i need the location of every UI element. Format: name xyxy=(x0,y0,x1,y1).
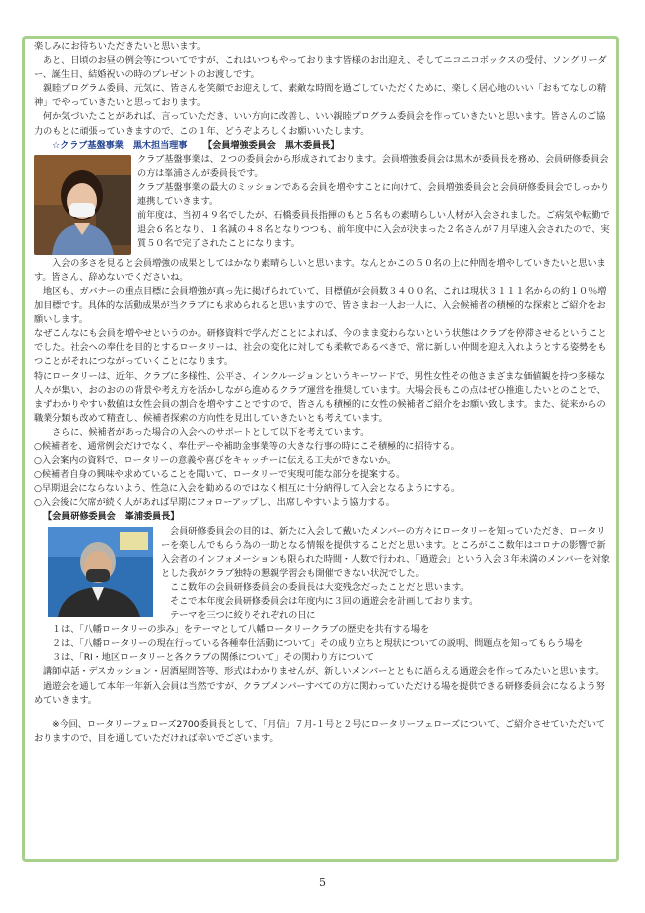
committee-title: 【会員増強委員会 黒木委員長】 xyxy=(203,139,340,151)
person-photo-minoura xyxy=(48,527,153,617)
bullet-item: ○候補者を、通常例会だけでなく、奉仕デーや補助金事業等の大きな行事の時にこそ積極的に招待する。 xyxy=(34,440,460,452)
person-photo-kuroki xyxy=(34,155,131,255)
paragraph: 特にロータリーは、近年、クラブに多様性、公平さ、インクルージョンというキーワードで、男性女性その他さまざまな価値観を持つ多様な人々が集い、おのおのの背景や考え方を活かしながら進めるクラブ運営を推奨しています。大場会長もこの点はぜひ推進したいとのことで、まずわかりやすい数値は女性会員の割合を増やすことですので、皆さんも積極的に女性の候補者ご紹介をお願い致します。また、従来からの職業分類も改めて精査し、候補者探索の方向性を見出していきたいとも考えています。 xyxy=(34,370,606,424)
paragraph: さらに、候補者があった場合の入会へのサポートとして以下を考えています。 xyxy=(52,426,370,438)
paragraph: 楽しみにお待ちいただきたいと思います。 xyxy=(34,41,206,52)
section-title: ☆クラブ基盤事業 黒木担当理事 xyxy=(52,139,188,151)
bullet-item: ○入会案内の資料で、ロータリーの意義や喜びをキャッチーに伝える工夫ができないか。 xyxy=(34,455,397,467)
paragraph: ここ数年の会員研修委員会の委員長は大変残念だったことだと思います。 xyxy=(170,581,470,593)
paragraph: 過遊会を通して本年一年新入会員は当然ですが、クラブメンバーすべての方に関わっていただける場を提供できる研修委員会になるよう努めていきます。 xyxy=(34,680,605,706)
committee-title: 【会員研修委員会 峯浦委員長】 xyxy=(43,511,180,523)
paragraph: あと、日頃のお昼の例会等についてですが、これはいつもやっております皆様のお出迎え、そしてニコニコボックスの受付、ソングリーダー、誕生日、結婚祝いの時のプレゼントのお渡しです。 xyxy=(34,55,607,81)
bullet-item: ○入会後に欠席が続く人があれば早期にフォローアップし、出席しやすいよう協力する。 xyxy=(34,497,395,509)
bullet-item: ○候補者自身の興味や求めていることを聞いて、ロータリーで実現可能な部分を提案する。 xyxy=(34,469,406,481)
paragraph: 前年度は、当初４９名でしたが、石橋委員長指揮のもと５名もの素晴らしい人材が入会されました。ご病気や転勤で退会６名となり、１名減の４８名となりつつも、前年度中に入会が決まった２名さんが７月早速入会されたので、実質５０名で完了されたことになります。 xyxy=(137,210,610,250)
article-body xyxy=(34,40,612,746)
paragraph: テーマを三つに絞りそれぞれの日に xyxy=(170,610,316,622)
paragraph: そこで本年度会員研修委員会は年度内に３回の過遊会を計画しております。 xyxy=(170,596,479,607)
section-heading xyxy=(34,139,612,153)
paragraph: ２は、「八幡ロータリーの現在行っている各種奉仕活動について」その成り立ちと現状についての説明、問題点を知ってもらう場を xyxy=(52,638,584,650)
paragraph: ３は、「RI・地区ロータリーと各クラブの関係について」その関わり方について xyxy=(52,652,374,664)
paragraph: 入会の多さを見ると会員増強の成果としてはかなり素晴らしいと思います。なんとかこの５０名の上に仲間を増やしていきたいと思います。皆さん、辞めないでくださいね。 xyxy=(34,257,606,283)
paragraph: 講師卓話・デスカッション・居酒屋問答等、形式はわかりませんが、新しいメンバーとともに語らえる過遊会を作ってみたいと思います。 xyxy=(43,666,605,678)
paragraph: なぜこんなにも会員を増やせというのか。研修資料で学んだことによれば、今のまま変わらないという状態はクラブを停滞させるということでした。社会への奉仕を目的とするロータリーは、社会の変化に対しても柔軟であるべきで、常に新しい仲間を迎え入れようとする姿勢をもつことがそれにつながっていくことになります。 xyxy=(34,328,607,368)
footnote: ※今回、ロータリーフェローズ2700委員長として、「月信」７月-１号と２号にロータリーフェローズについて、ご紹介させていただいておりますので、目を通していただければ幸いでございます。 xyxy=(34,718,605,744)
paragraph: 会員研修委員会の目的は、新たに入会して戴いたメンバーの方々にロータリーを知っていただき、ロータリーを楽しんでもらう為の一助となる情報を提供することだと思います。ところがここ数年はコロナの影響で新入会者のインフォメーションも限られた時間・人数で行われ、「過遊会」という入会３年未満のメンバーを対象とした我がクラブ独特の懇親学習会も開催できない状況でした。 xyxy=(161,525,610,579)
page-number: 5 xyxy=(319,876,326,889)
bullet-item: ○早期退会にならないよう、性急に入会を勧めるのではなく相互に十分納得して入会となるようにする。 xyxy=(34,483,460,495)
paragraph: クラブ基盤事業は、２つの委員会から形成されております。会員増強委員会は黒木が委員長を務め、会員研修委員会の方は峯浦さんが委員長です。 xyxy=(137,153,609,179)
paragraph: １は、「八幡ロータリーの歩み」をテーマとして八幡ロータリークラブの歴史を共有する場を xyxy=(52,624,430,636)
paragraph: クラブ基盤事業の最大のミッションである会員を増やすことに向けて、会員増強委員会と会員研修委員会でしっかり連携していきます。 xyxy=(137,181,609,208)
paragraph: 何か気づいたことがあれば、言っていただき、いい方向に改善し、いい親睦プログラム委員会を作っていきたいと思います。皆さんのご協力のもとに頑張っていきますので、この１年、どうぞよろしくお願いいたします。 xyxy=(34,111,606,137)
paragraph: 親睦プログラム委員、元気に、皆さんを笑顔でお迎えして、素敵な時間を過ごしていただくために、楽しく居心地のいい「おもてなしの精神」でやっていきたいと思っております。 xyxy=(34,83,607,109)
paragraph: 地区も、ガバナーの重点目標に会員増強が真っ先に掲げられていて、目標値が会員数３４００名、これは現状３１１１名からの約１０％増加目標です。具体的な活動成果が当クラブにも求められると思いますので、皆さまお一人お一人に、入会候補者の積極的な探索とご紹介をお願いします。 xyxy=(34,285,607,326)
